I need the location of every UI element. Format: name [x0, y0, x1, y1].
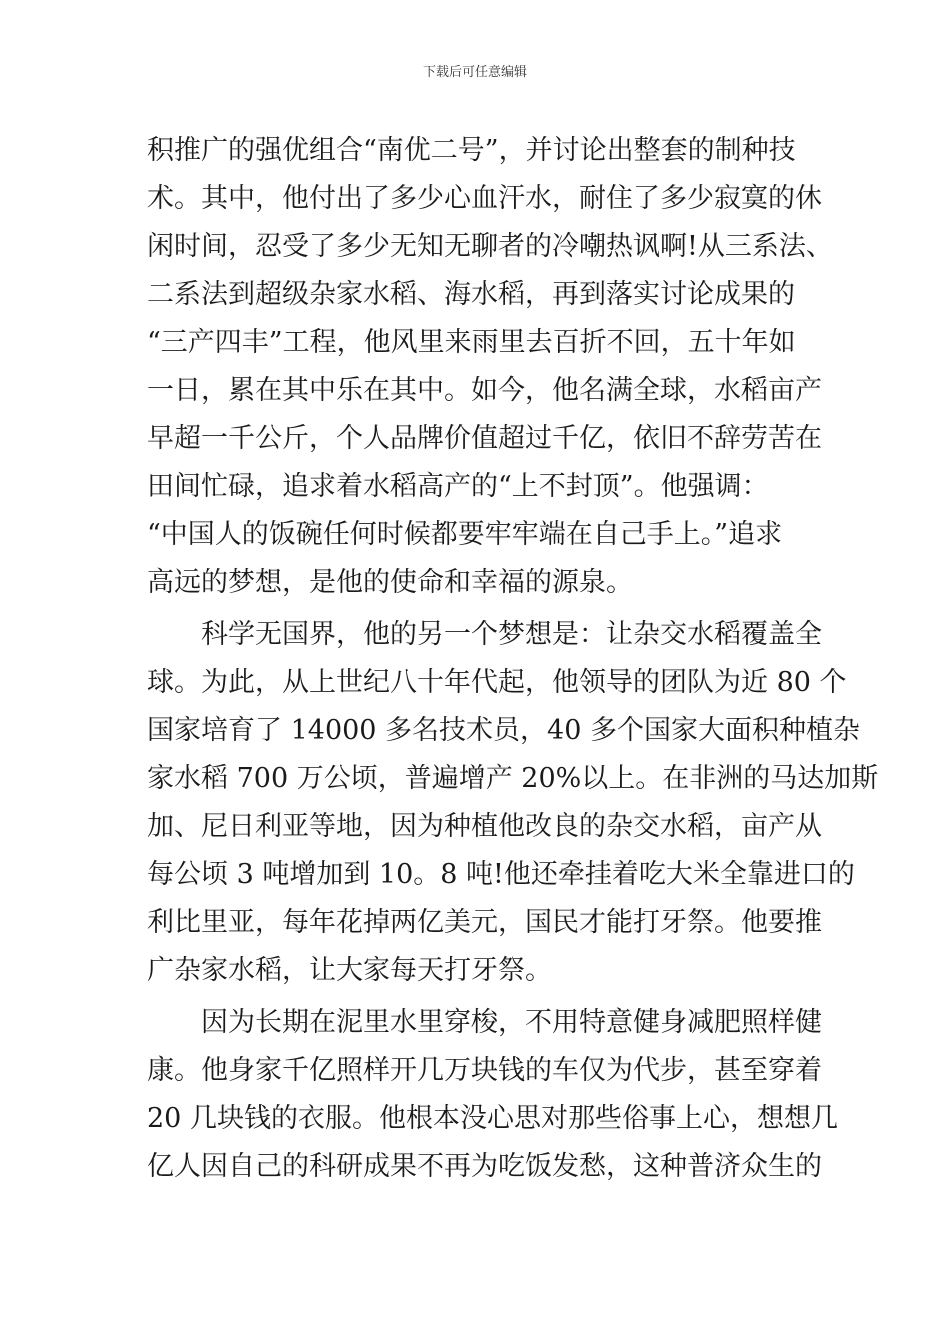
- paragraph-start-line: 因为长期在泥里水里穿梭，不用特意健身减肥照样健: [201, 1007, 822, 1038]
- text-line: 一日，累在其中乐在其中。如今，他名满全球，水稻亩产: [147, 375, 822, 406]
- page-header: 下载后可任意编辑: [422, 65, 527, 80]
- text-line: 国家培育了 14000 多名技术员，40 多个国家大面积种植杂: [147, 715, 860, 746]
- text-line: 加、尼日利亚等地，因为种植他改良的杂交水稻，亩产从: [147, 811, 822, 842]
- paragraph-start-line: 科学无国界，他的另一个梦想是：让杂交水稻覆盖全: [201, 619, 822, 650]
- text-line: 20 几块钱的衣服。他根本没心思对那些俗事上心，想想几: [147, 1103, 838, 1134]
- text-line: 术。其中，他付出了多少心血汗水，耐住了多少寂寞的休: [147, 183, 822, 214]
- text-line: 亿人因自己的科研成果不再为吃饭发愁，这种普济众生的: [147, 1151, 822, 1182]
- text-line: 二系法到超级杂家水稻、海水稻，再到落实讨论成果的: [147, 279, 795, 310]
- text-line: 利比里亚，每年花掉两亿美元，国民才能打牙祭。他要推: [147, 907, 822, 938]
- text-line: 球。为此，从上世纪八十年代起，他领导的团队为近 80 个: [147, 667, 847, 698]
- text-line: 田间忙碌，追求着水稻高产的“上不封顶”。他强调：: [147, 471, 769, 502]
- text-line: 早超一千公斤，个人品牌价值超过千亿，依旧不辞劳苦在: [147, 423, 822, 454]
- text-line: 积推广的强优组合“南优二号”，并讨论出整套的制种技: [147, 135, 796, 166]
- text-line: “中国人的饭碗任何时候都要牢牢端在自己手上。”追求: [147, 519, 783, 550]
- text-line: 每公顷 3 吨增加到 10。8 吨!他还牵挂着吃大米全靠进口的: [147, 859, 855, 890]
- text-line: 高远的梦想，是他的使命和幸福的源泉。: [147, 567, 633, 598]
- document-body: [147, 127, 879, 1191]
- text-line: 康。他身家千亿照样开几万块钱的车仅为代步，甚至穿着: [147, 1055, 822, 1086]
- text-line: “三产四丰”工程，他风里来雨里去百折不回，五十年如: [147, 327, 796, 358]
- text-line: 广杂家水稻，让大家每天打牙祭。: [147, 955, 552, 986]
- text-line: 家水稻 700 万公顷，普遍增产 20%以上。在非洲的马达加斯: [147, 763, 879, 794]
- text-line: 闲时间，忍受了多少无知无聊者的冷嘲热讽啊!从三系法、: [147, 231, 833, 262]
